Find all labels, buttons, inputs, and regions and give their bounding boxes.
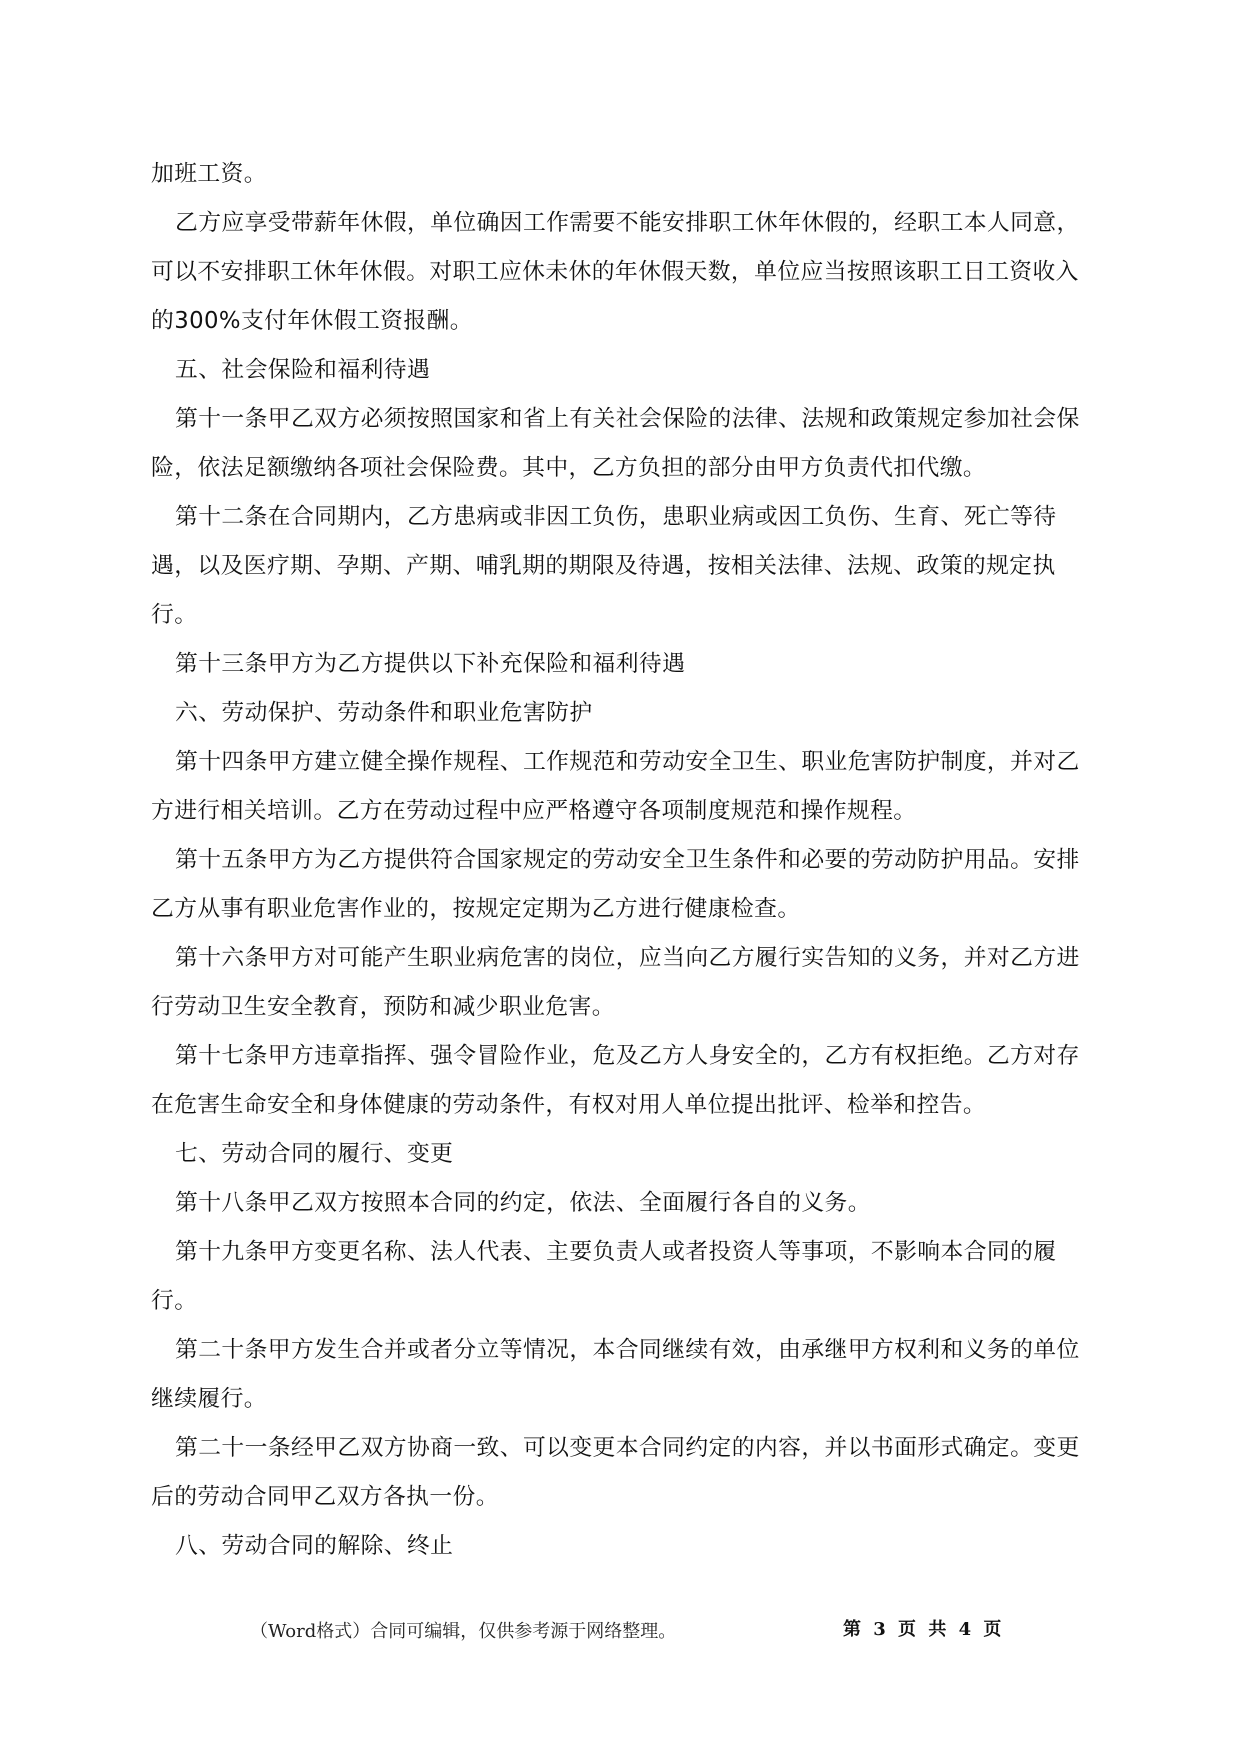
paragraph: 第十八条甲乙双方按照本合同的约定，依法、全面履行各自的义务。 bbox=[175, 1190, 871, 1216]
paragraph: 五、社会保险和福利待遇 bbox=[175, 357, 431, 383]
paragraph: 乙方应享受带薪年休假，单位确因工作需要不能安排职工休年休假的，经职工本人同意，可以不安排职工休年休假。对职工应休未休的年休假天数，单位应当按照该职工日工资收入的300%支付年休假工资报酬。 bbox=[151, 210, 1080, 334]
paragraph: 七、劳动合同的履行、变更 bbox=[175, 1141, 454, 1167]
paragraph: 第十七条甲方违章指挥、强令冒险作业，危及乙方人身安全的，乙方有权拒绝。乙方对存在危害生命安全和身体健康的劳动条件，有权对用人单位提出批评、检举和控告。 bbox=[151, 1043, 1080, 1118]
paragraph: 第二十条甲方发生合并或者分立等情况，本合同继续有效，由承继甲方权利和义务的单位继续履行。 bbox=[151, 1337, 1080, 1412]
paragraph: 第十四条甲方建立健全操作规程、工作规范和劳动安全卫生、职业危害防护制度，并对乙方进行相关培训。乙方在劳动过程中应严格遵守各项制度规范和操作规程。 bbox=[151, 749, 1080, 824]
paragraph: 第十二条在合同期内，乙方患病或非因工负伤，患职业病或因工负伤、生育、死亡等待遇，以及医疗期、孕期、产期、哺乳期的期限及待遇，按相关法律、法规、政策的规定执行。 bbox=[151, 504, 1057, 628]
paragraph: 第十一条甲乙双方必须按照国家和省上有关社会保险的法律、法规和政策规定参加社会保险，依法足额缴纳各项社会保险费。其中，乙方负担的部分由甲方负责代扣代缴。 bbox=[151, 406, 1080, 481]
paragraph: 八、劳动合同的解除、终止 bbox=[175, 1533, 454, 1559]
paragraph: 第十五条甲方为乙方提供符合国家规定的劳动安全卫生条件和必要的劳动防护用品。安排乙方从事有职业危害作业的，按规定定期为乙方进行健康检查。 bbox=[151, 847, 1080, 922]
document-body bbox=[151, 150, 1094, 1571]
paragraph: 六、劳动保护、劳动条件和职业危害防护 bbox=[175, 700, 593, 726]
paragraph: 第十六条甲方对可能产生职业病危害的岗位，应当向乙方履行实告知的义务，并对乙方进行劳动卫生安全教育，预防和减少职业危害。 bbox=[151, 945, 1080, 1020]
paragraph: 第十三条甲方为乙方提供以下补充保险和福利待遇 bbox=[175, 651, 686, 677]
page-number: 第 3 页 共 4 页 bbox=[843, 1619, 1002, 1640]
paragraph: 加班工资。 bbox=[151, 161, 267, 187]
footer-note: （Word格式）合同可编辑，仅供参考源于网络整理。 bbox=[250, 1621, 677, 1642]
paragraph: 第二十一条经甲乙双方协商一致、可以变更本合同约定的内容，并以书面形式确定。变更后的劳动合同甲乙双方各执一份。 bbox=[151, 1435, 1080, 1510]
paragraph: 第十九条甲方变更名称、法人代表、主要负责人或者投资人等事项，不影响本合同的履行。 bbox=[151, 1239, 1057, 1314]
